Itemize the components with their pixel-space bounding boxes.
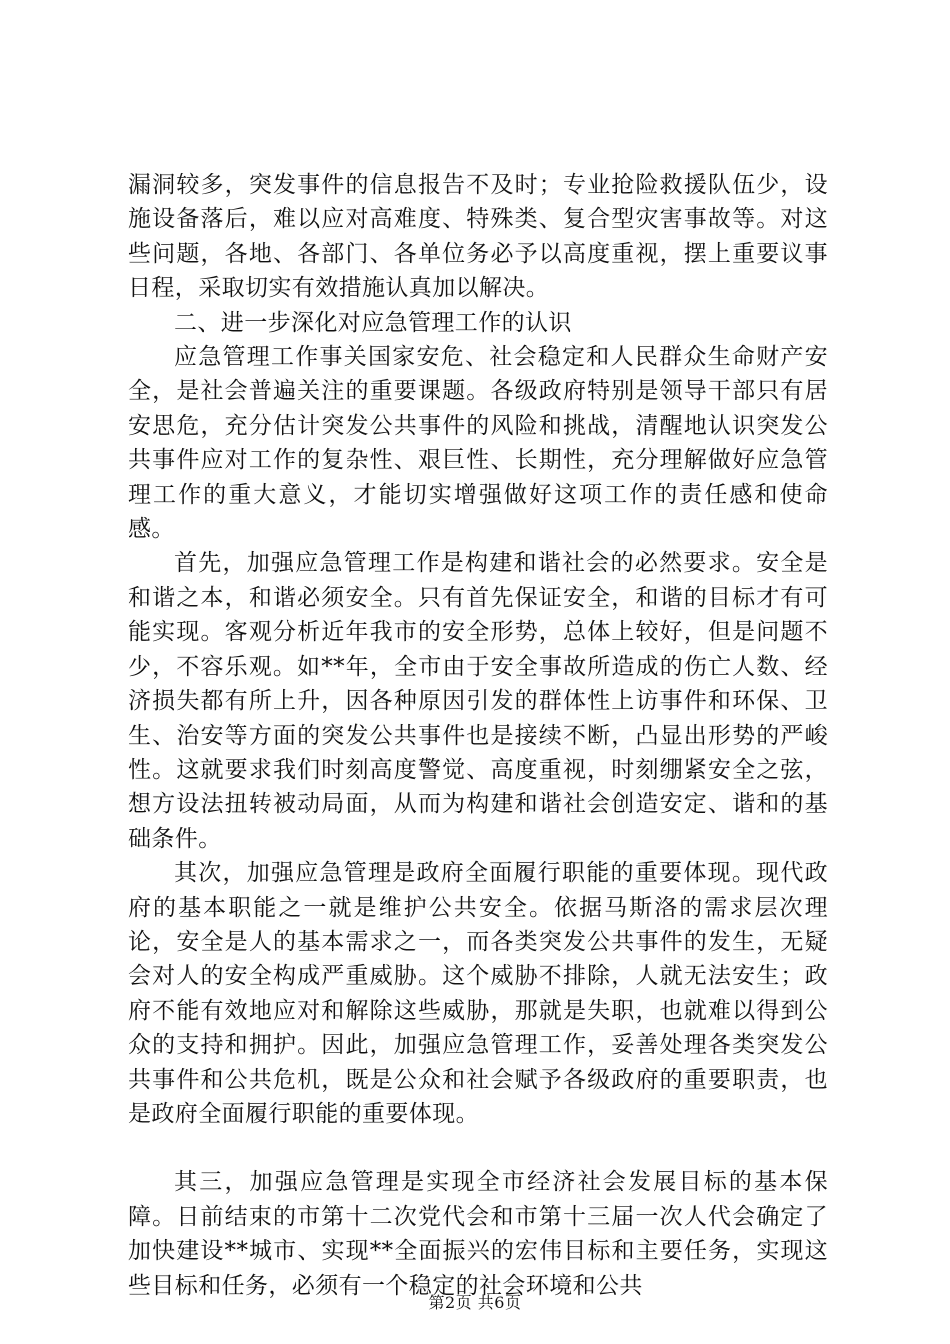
paragraph-continuation: 漏洞较多，突发事件的信息报告不及时；专业抢险救援队伍少，设施设备落后，难以应对高难度、特殊类、复合型灾害事故等。对这些问题，各地、各部门、各单位务必予以高度重视，摆上重要议事日程，采取切实有效措施认真加以解决。 bbox=[128, 172, 828, 302]
document-body bbox=[128, 168, 828, 1303]
paragraph-intro: 应急管理工作事关国家安危、社会稳定和人民群众生命财产安全，是社会普遍关注的重要课题。各级政府特别是领导干部只有居安思危，充分估计突发公共事件的风险和挑战，清醒地认识突发公共事件应对工作的复杂性、艰巨性、长期性，充分理解做好应急管理工作的重大意义，才能切实增强做好这项工作的责任感和使命感。 bbox=[128, 344, 828, 543]
paragraph-second: 其次，加强应急管理是政府全面履行职能的重要体现。现代政府的基本职能之一就是维护公共安全。依据马斯洛的需求层次理论，安全是人的基本需求之一，而各类突发公共事件的发生，无疑会对人的安全构成严重威胁。这个威胁不排除，人就无法安生；政府不能有效地应对和解除这些威胁，那就是失职，也就难以得到公众的支持和拥护。因此，加强应急管理工作，妥善处理各类突发公共事件和公共危机，既是公众和社会赋予各级政府的重要职责，也是政府全面履行职能的重要体现。 bbox=[128, 860, 828, 1127]
page-footer: 第2页 共6页 bbox=[428, 1293, 522, 1312]
paragraph-first: 首先，加强应急管理工作是构建和谐社会的必然要求。安全是和谐之本，和谐必须安全。只有首先保证安全，和谐的目标才有可能实现。客观分析近年我市的安全形势，总体上较好，但是问题不少，不容乐观。如**年，全市由于安全事故所造成的伤亡人数、经济损失都有所上升，因各种原因引发的群体性上访事件和环保、卫生、治安等方面的突发公共事件也是接续不断，凸显出形势的严峻性。这就要求我们时刻高度警觉、高度重视，时刻绷紧安全之弦，想方设法扭转被动局面，从而为构建和谐社会创造安定、谐和的基础条件。 bbox=[128, 550, 828, 852]
paragraph-third: 其三，加强应急管理是实现全市经济社会发展目标的基本保障。日前结束的市第十二次党代会和市第十三届一次人代会确定了加快建设**城市、实现**全面振兴的宏伟目标和主要任务，实现这些目标和任务，必须有一个稳定的社会环境和公共 bbox=[128, 1169, 828, 1299]
section-heading: 二、进一步深化对应急管理工作的认识 bbox=[174, 309, 572, 336]
